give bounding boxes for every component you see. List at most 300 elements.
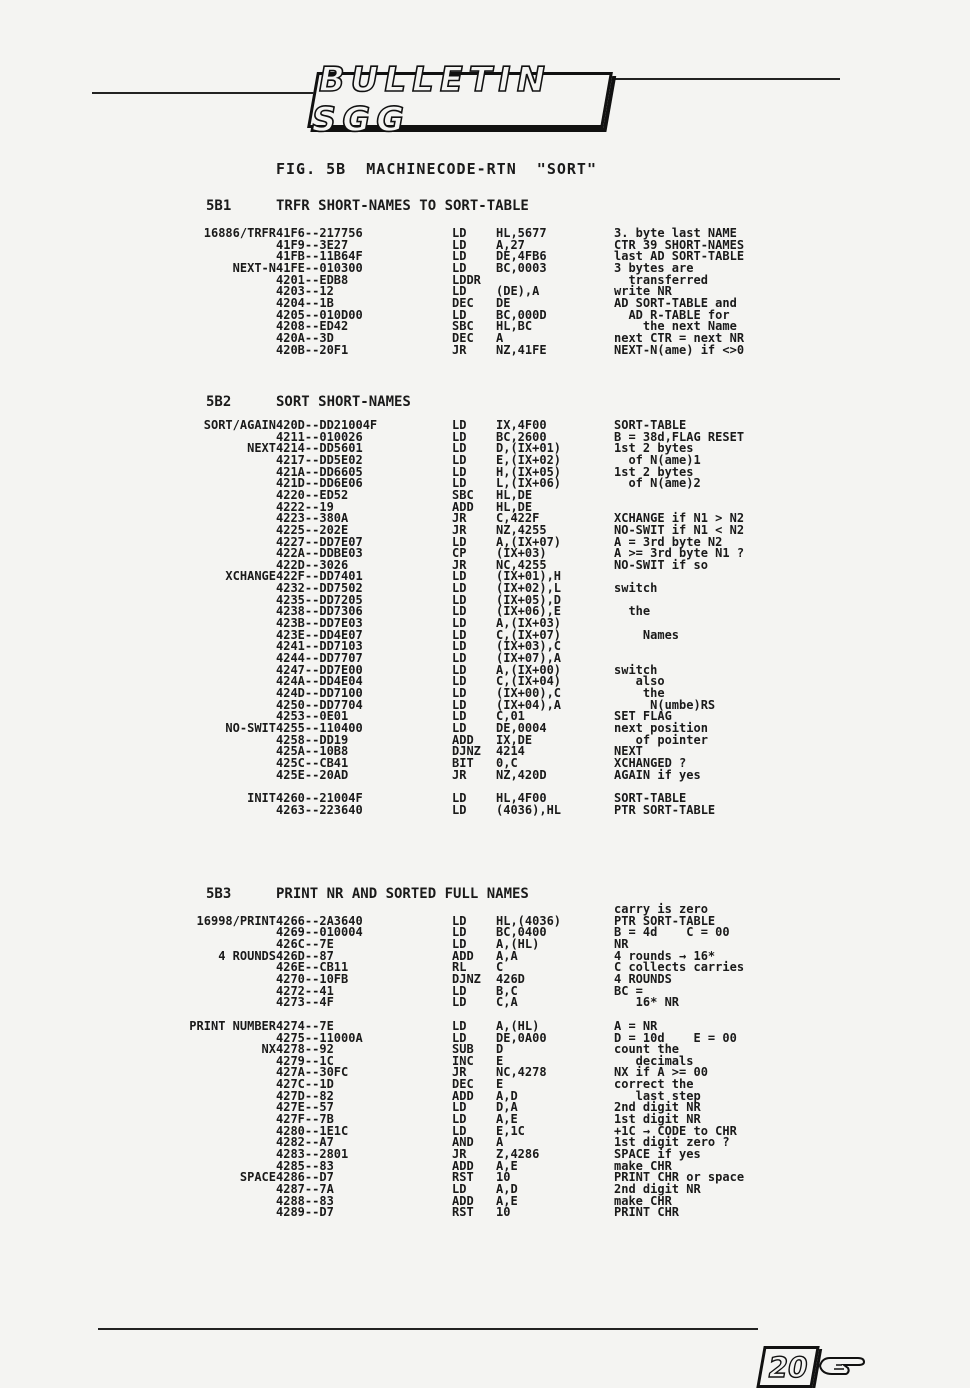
code-operand: DE [496, 295, 511, 310]
code-comment: XCHANGE if N1 > N2 [614, 511, 745, 526]
code-row [0, 571, 970, 582]
code-operand: D [496, 1042, 504, 1057]
code-opcode: LD [452, 720, 467, 735]
code-operand: A,A [496, 948, 518, 963]
code-address: 4270--10FB [276, 971, 349, 986]
code-address: 4272--41 [276, 983, 334, 998]
code-operand: (IX+01),H [496, 569, 562, 584]
code-address: 4225--202E [276, 522, 349, 537]
code-operand: (IX+05),D [496, 592, 562, 607]
code-opcode: LD [452, 569, 467, 584]
code-row [0, 1181, 970, 1196]
code-comment: AGAIN if yes [614, 767, 701, 782]
code-comment: next CTR = next NR [614, 330, 745, 345]
code-operand: H,(IX+05) [496, 464, 562, 479]
code-address: 4280--1E1C [276, 1123, 349, 1138]
code-opcode: DJNZ [452, 744, 481, 759]
masthead-logo [307, 60, 613, 140]
code-comment: 3 bytes are [614, 260, 694, 275]
code-row [0, 513, 970, 524]
code-opcode: LD [452, 464, 467, 479]
code-opcode: LD [452, 226, 467, 240]
code-label: 16998/PRINT [196, 913, 276, 928]
code-opcode: LD [452, 476, 467, 491]
code-comment: make CHR [614, 1158, 672, 1173]
code-address: 4260--21004F [276, 791, 363, 806]
code-comment: B = 38d,FLAG RESET [614, 429, 745, 444]
code-address: 426D--87 [276, 948, 334, 963]
code-row [0, 534, 970, 549]
code-label: NO-SWIT [225, 720, 276, 735]
code-row [0, 1193, 970, 1208]
code-operand: IX,DE [496, 732, 533, 747]
code-row [0, 971, 970, 986]
code-label: SORT/AGAIN [203, 418, 276, 432]
code-opcode: LD [452, 639, 467, 654]
code-row [0, 904, 970, 915]
code-opcode: LD [452, 936, 467, 951]
code-address: 4289--D7 [276, 1205, 334, 1220]
code-comment: switch [614, 662, 658, 677]
code-row [0, 583, 970, 594]
code-comment: SET FLAG [614, 709, 672, 724]
top-rule-right [604, 78, 840, 80]
code-comment: PTR SORT-TABLE [614, 913, 716, 928]
code-address: 427A--30FC [276, 1065, 349, 1080]
code-operand: NC,4255 [496, 557, 547, 572]
code-operand: BC,0400 [496, 925, 547, 940]
section-number: 5B1 [206, 198, 232, 214]
code-opcode: LD [452, 1181, 467, 1196]
section-title: SORT SHORT-NAMES [276, 394, 411, 410]
code-address: 426C--7E [276, 936, 334, 951]
code-comment: 1st digit NR [614, 1112, 701, 1127]
code-address: 4220--ED52 [276, 487, 349, 502]
code-opcode: LD [452, 1100, 467, 1115]
code-opcode: DEC [452, 330, 474, 345]
code-operand: (IX+00),C [496, 685, 562, 700]
code-address: 425A--10B8 [276, 744, 349, 759]
code-address: 4253--0E01 [276, 709, 349, 724]
code-address: 4274--7E [276, 1018, 334, 1033]
code-opcode: LD [452, 995, 467, 1010]
code-opcode: LD [452, 802, 467, 817]
code-comment: of N(ame)1 [614, 452, 701, 467]
code-address: 41FB--11B64F [276, 249, 363, 264]
code-address: 421A--DD6605 [276, 464, 363, 479]
code-row [0, 793, 970, 804]
code-operand: DE,0004 [496, 720, 547, 735]
code-row [0, 557, 970, 572]
code-row [0, 1149, 970, 1160]
code-comment: 2nd digit NR [614, 1100, 701, 1115]
code-opcode: DJNZ [452, 971, 481, 986]
code-operand: HL,DE [496, 487, 533, 502]
code-address: 4255--110400 [276, 720, 363, 735]
code-opcode: LD [452, 1123, 467, 1138]
code-address: 422F--DD7401 [276, 569, 363, 584]
code-comment: 1st digit zero ? [614, 1135, 730, 1150]
code-opcode: ADD [452, 948, 474, 963]
pointing-hand-icon [818, 1352, 868, 1380]
code-row [0, 685, 970, 700]
code-operand: E,1C [496, 1123, 525, 1138]
code-address: 4286--D7 [276, 1170, 334, 1185]
code-comment: the next Name [614, 319, 737, 334]
code-label: NEXT [247, 441, 276, 456]
code-row [0, 1030, 970, 1045]
code-operand: D,(IX+01) [496, 441, 562, 456]
code-opcode: LD [452, 627, 467, 642]
code-address: 4227--DD7E07 [276, 534, 363, 549]
code-comment: N(umbe)RS [614, 697, 716, 712]
code-comment: NO-SWIT if so [614, 557, 708, 572]
code-address: 4285--83 [276, 1158, 334, 1173]
code-operand: L,(IX+06) [496, 476, 562, 491]
code-operand: A,(IX+03) [496, 616, 562, 631]
code-comment: NO-SWIT if N1 < N2 [614, 522, 745, 537]
code-label: PRINT NUMBER [189, 1018, 276, 1033]
code-comment: last AD SORT-TABLE [614, 249, 745, 264]
code-row [0, 592, 970, 607]
code-row [0, 1114, 970, 1125]
code-address: 41FE--010300 [276, 260, 363, 275]
code-operand: A,E [496, 1193, 518, 1208]
code-comment: PRINT CHR or space [614, 1170, 745, 1185]
code-address: 420D--DD21004F [276, 418, 378, 432]
code-opcode: LD [452, 685, 467, 700]
code-row [0, 697, 970, 712]
code-comment: decimals [614, 1053, 694, 1068]
code-operand: C,422F [496, 511, 540, 526]
code-row [0, 653, 970, 664]
code-comment: SPACE if yes [614, 1147, 701, 1161]
code-comment: next position [614, 720, 708, 735]
code-row [0, 307, 970, 322]
code-address: 4205--010D00 [276, 307, 363, 322]
code-comment: SORT-TABLE [614, 418, 687, 432]
code-opcode: ADD [452, 1158, 474, 1173]
code-opcode: ADD [452, 732, 474, 747]
code-address: 4208--ED42 [276, 319, 349, 334]
code-row [0, 1088, 970, 1103]
code-comment: also [614, 674, 665, 689]
code-row [0, 330, 970, 345]
code-comment: 1st 2 bytes [614, 464, 694, 479]
code-row [0, 627, 970, 642]
code-address: 4266--2A3640 [276, 913, 363, 928]
code-address: 4288--83 [276, 1193, 334, 1208]
code-opcode: JR [452, 511, 467, 526]
code-row [0, 1067, 970, 1078]
code-row [0, 662, 970, 677]
code-address: 427C--1D [276, 1077, 334, 1092]
code-comment: NX if A >= 00 [614, 1065, 708, 1080]
code-address: 420A--3D [276, 330, 334, 345]
code-address: 4247--DD7E00 [276, 662, 363, 677]
code-address: 420B--20F1 [276, 342, 349, 357]
code-address: 4232--DD7502 [276, 581, 363, 596]
code-opcode: LDDR [452, 272, 481, 287]
code-address: 425C--CB41 [276, 755, 349, 770]
code-comment: A = 3rd byte N2 [614, 534, 723, 549]
code-address: 4211--010026 [276, 429, 363, 444]
code-row [0, 927, 970, 938]
page-number: 20 [765, 1350, 811, 1384]
code-comment: AD R-TABLE for [614, 307, 730, 322]
code-address: 4214--DD5601 [276, 441, 363, 456]
code-comment: A >= 3rd byte N1 ? [614, 546, 745, 561]
code-operand: C,A [496, 995, 518, 1010]
top-rule [92, 92, 314, 94]
code-address: 4241--DD7103 [276, 639, 363, 654]
code-operand: (IX+06),E [496, 604, 562, 619]
code-row [0, 676, 970, 687]
code-row [0, 948, 970, 963]
code-operand: DE,4FB6 [496, 249, 547, 264]
code-operand: (IX+07),A [496, 651, 562, 665]
code-row [0, 962, 970, 973]
code-address: 41F9--3E27 [276, 237, 349, 252]
code-opcode: LD [452, 604, 467, 619]
code-operand: (IX+02),L [496, 581, 562, 596]
code-operand: DE,0A00 [496, 1030, 547, 1045]
code-operand: NZ,41FE [496, 342, 547, 357]
code-row [0, 641, 970, 652]
code-comment: Names [614, 627, 680, 642]
code-row [0, 936, 970, 951]
code-row [0, 452, 970, 467]
code-address: 424A--DD4E04 [276, 674, 363, 689]
code-opcode: LD [452, 418, 467, 432]
code-opcode: JR [452, 342, 467, 357]
code-address: 422D--3026 [276, 557, 349, 572]
code-opcode: LD [452, 260, 467, 275]
code-address: 423B--DD7E03 [276, 616, 363, 631]
code-comment: CTR 39 SHORT-NAMES [614, 237, 745, 252]
code-address: 4273--4F [276, 995, 334, 1010]
code-address: 427D--82 [276, 1088, 334, 1103]
code-row [0, 1102, 970, 1113]
code-comment: C collects carries [614, 960, 745, 975]
code-opcode: ADD [452, 1193, 474, 1208]
code-address: 4258--DD19 [276, 732, 349, 747]
code-operand: A,D [496, 1088, 518, 1103]
figure-title: FIG. 5B MACHINECODE-RTN "SORT" [276, 160, 597, 178]
code-label: XCHANGE [225, 569, 276, 584]
code-opcode: LD [452, 983, 467, 998]
code-row [0, 1172, 970, 1183]
code-operand: A,(IX+00) [496, 662, 562, 677]
code-opcode: LD [452, 534, 467, 549]
code-operand: A,(HL) [496, 1018, 540, 1033]
code-opcode: LD [452, 1030, 467, 1045]
code-comment: A = NR [614, 1018, 658, 1033]
code-opcode: LD [452, 1112, 467, 1127]
code-address: 4263--223640 [276, 802, 363, 817]
code-address: 421D--DD6E06 [276, 476, 363, 491]
code-address: 4282--A7 [276, 1135, 334, 1150]
section-title: PRINT NR AND SORTED FULL NAMES [276, 886, 529, 902]
code-address: 4244--DD7707 [276, 651, 363, 665]
code-operand: A,(IX+07) [496, 534, 562, 549]
section-heading [206, 198, 529, 214]
code-row [0, 732, 970, 747]
code-row [0, 720, 970, 735]
code-opcode: DEC [452, 1077, 474, 1092]
code-opcode: LD [452, 674, 467, 689]
code-address: 4269--010004 [276, 925, 363, 940]
code-label: 16886/TRFR [203, 226, 276, 240]
code-row [0, 487, 970, 502]
code-row [0, 1053, 970, 1068]
section-heading [206, 394, 411, 410]
code-row [0, 1044, 970, 1055]
code-operand: (4036),HL [496, 802, 562, 817]
code-operand: A,E [496, 1158, 518, 1173]
code-operand: 0,C [496, 755, 518, 770]
code-row [0, 618, 970, 629]
code-address: 4279--1C [276, 1053, 334, 1068]
code-operand: A [496, 330, 504, 345]
code-label: SPACE [239, 1170, 276, 1185]
code-comment: B = 4d C = 00 [614, 925, 730, 940]
section-number: 5B2 [206, 394, 232, 410]
code-address: 4278--92 [276, 1042, 334, 1057]
code-row [0, 429, 970, 444]
code-address: 4223--380A [276, 511, 349, 526]
code-address: 4217--DD5E02 [276, 452, 363, 467]
code-operand: NC,4278 [496, 1065, 547, 1080]
code-operand: Z,4286 [496, 1147, 540, 1161]
code-address: 41F6--217756 [276, 226, 363, 240]
code-opcode: LD [452, 651, 467, 665]
code-comment: 4 rounds → 16* [614, 948, 716, 963]
code-label: NEXT-N [232, 260, 276, 275]
code-operand: (IX+03),C [496, 639, 562, 654]
code-opcode: LD [452, 284, 467, 299]
code-address: 4283--2801 [276, 1147, 349, 1161]
code-operand: HL,4F00 [496, 791, 547, 806]
code-comment: make CHR [614, 1193, 672, 1208]
code-comment: AD SORT-TABLE and [614, 295, 737, 310]
code-row [0, 251, 970, 262]
code-address: 4238--DD7306 [276, 604, 363, 619]
code-label: NX [261, 1042, 276, 1057]
section-number: 5B3 [206, 886, 232, 902]
code-address: 422A--DDBE03 [276, 546, 363, 561]
code-row [0, 1018, 970, 1033]
code-row [0, 295, 970, 310]
code-operand: 426D [496, 971, 525, 986]
code-row [0, 272, 970, 287]
code-address: 4287--7A [276, 1181, 334, 1196]
code-opcode: JR [452, 767, 467, 782]
code-opcode: RST [452, 1205, 474, 1220]
code-operand: D,A [496, 1100, 518, 1115]
code-operand: (IX+03) [496, 546, 547, 561]
code-opcode: RST [452, 1170, 474, 1185]
code-comment: PRINT CHR [614, 1205, 680, 1220]
code-comment: SORT-TABLE [614, 791, 687, 806]
code-comment: +1C → CODE to CHR [614, 1123, 737, 1138]
code-row [0, 755, 970, 770]
code-address: 427E--57 [276, 1100, 334, 1115]
bottom-rule [98, 1328, 758, 1330]
code-row [0, 342, 970, 357]
code-operand: BC,000D [496, 307, 547, 322]
code-operand: A,D [496, 1181, 518, 1196]
code-opcode: LD [452, 709, 467, 724]
code-operand: A,E [496, 1112, 518, 1127]
code-operand: NZ,420D [496, 767, 547, 782]
code-comment: BC = [614, 983, 643, 998]
code-row [0, 1079, 970, 1090]
code-opcode: JR [452, 557, 467, 572]
code-opcode: JR [452, 522, 467, 537]
code-opcode: ADD [452, 1088, 474, 1103]
code-operand: (DE),A [496, 284, 540, 299]
code-operand: 10 [496, 1205, 511, 1220]
code-opcode: AND [452, 1135, 474, 1150]
code-opcode: JR [452, 1065, 467, 1080]
code-comment: 4 ROUNDS [614, 971, 672, 986]
code-operand: 10 [496, 1170, 511, 1185]
code-comment: 1st 2 bytes [614, 441, 694, 456]
code-comment: correct the [614, 1077, 694, 1092]
code-comment: 3. byte last NAME [614, 226, 737, 240]
code-row [0, 286, 970, 297]
code-opcode: RL [452, 960, 467, 975]
code-opcode: LD [452, 581, 467, 596]
code-comment: PTR SORT-TABLE [614, 802, 716, 817]
code-opcode: SUB [452, 1042, 474, 1057]
code-row [0, 1158, 970, 1173]
code-operand: C,(IX+04) [496, 674, 562, 689]
code-row [0, 913, 970, 928]
code-comment: count the [614, 1042, 680, 1057]
code-opcode: INC [452, 1053, 474, 1068]
code-opcode: BIT [452, 755, 474, 770]
code-address: 4204--1B [276, 295, 334, 310]
code-address: 4201--EDB8 [276, 272, 349, 287]
code-address: 426E--CB11 [276, 960, 349, 975]
code-operand: A,27 [496, 237, 525, 252]
code-operand: HL,BC [496, 319, 533, 334]
code-operand: HL,(4036) [496, 913, 562, 928]
code-comment: last step [614, 1088, 701, 1103]
code-row [0, 478, 970, 489]
code-operand: A,(HL) [496, 936, 540, 951]
code-row [0, 321, 970, 332]
code-comment: XCHANGED ? [614, 755, 687, 770]
code-row [0, 548, 970, 559]
code-comment: carry is zero [614, 902, 708, 916]
code-opcode: LD [452, 913, 467, 928]
code-row [0, 237, 970, 252]
code-opcode: LD [452, 697, 467, 712]
code-row [0, 983, 970, 998]
code-comment: transferred [614, 272, 708, 287]
code-operand: C [496, 960, 504, 975]
code-address: 4222--19 [276, 499, 334, 514]
code-operand: E [496, 1077, 504, 1092]
code-row [0, 420, 970, 431]
code-opcode: LD [452, 249, 467, 264]
code-operand: HL,DE [496, 499, 533, 514]
code-opcode: DEC [452, 295, 474, 310]
code-row [0, 802, 970, 817]
